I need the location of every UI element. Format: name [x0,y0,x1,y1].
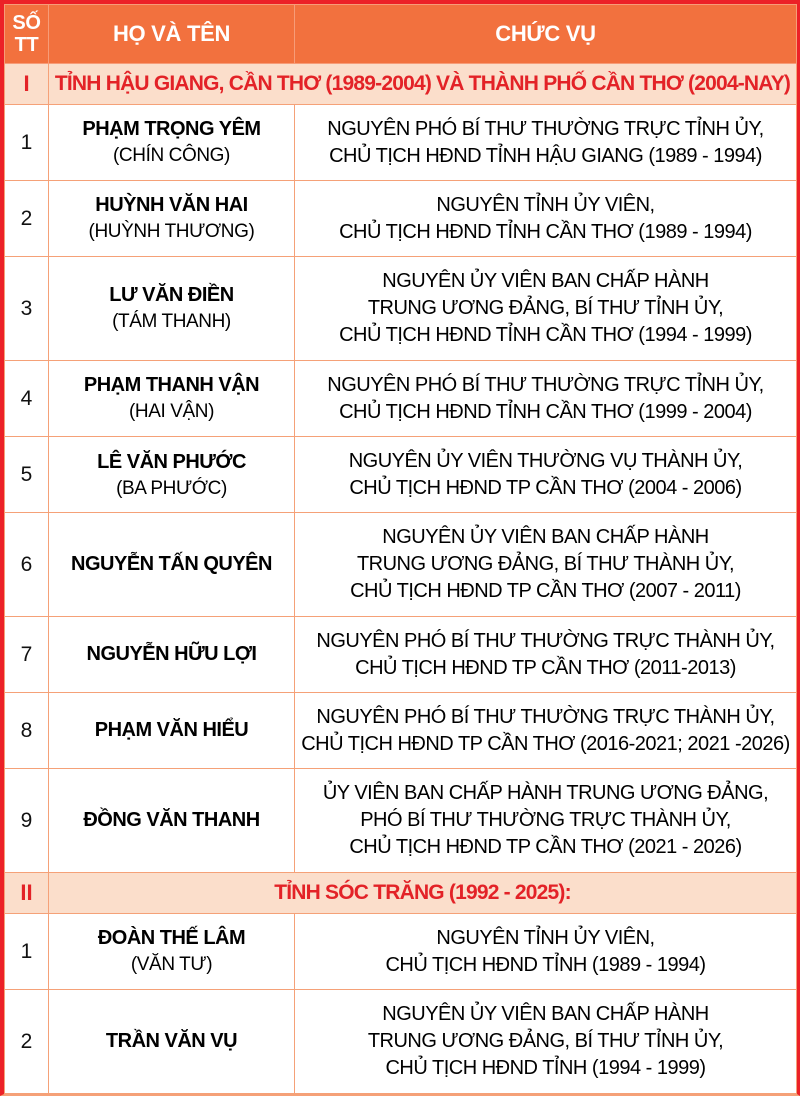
person-name-cell [49,513,295,617]
table-row [5,914,797,990]
person-name-cell [49,257,295,361]
person-name: LƯ VĂN ĐIỀN [109,284,234,307]
row-ordinal: 4 [5,361,49,437]
position-line: CHỦ TỊCH HĐND TỈNH (1994 - 1999) [385,1057,706,1080]
person-name-cell [49,990,295,1094]
position-cell [295,181,797,257]
person-name: ĐỒNG VĂN THANH [83,809,260,832]
person-name: LÊ VĂN PHƯỚC [97,450,246,473]
person-name: TRẦN VĂN VỤ [105,1030,238,1053]
position-line: NGUYÊN ỦY VIÊN BAN CHẤP HÀNH [382,270,709,293]
position-cell [295,257,797,361]
person-name-cell [49,181,295,257]
position-line: CHỦ TỊCH HĐND TP CẦN THƠ (2021 - 2026) [349,836,742,859]
table-row [5,769,797,873]
position-cell [295,769,797,873]
row-ordinal: 6 [5,513,49,617]
position-line: NGUYÊN PHÓ BÍ THƯ THƯỜNG TRỰC THÀNH ỦY, [316,705,775,728]
row-ordinal: 2 [5,181,49,257]
position-cell [295,437,797,513]
row-ordinal: 8 [5,693,49,769]
position-cell [295,105,797,181]
section-title: TỈNH SÓC TRĂNG (1992 - 2025): [49,873,797,914]
row-ordinal: 5 [5,437,49,513]
person-name-cell [49,437,295,513]
person-name-cell [49,693,295,769]
position-line: NGUYÊN ỦY VIÊN BAN CHẤP HÀNH [382,526,709,549]
chairmen-roster-table [4,4,797,1094]
position-line: CHỦ TỊCH HĐND TỈNH (1989 - 1994) [385,953,706,976]
position-line: TRUNG ƯƠNG ĐẢNG, BÍ THƯ TỈNH ỦY, [367,297,724,320]
person-name-cell [49,769,295,873]
row-ordinal: 3 [5,257,49,361]
person-name: PHẠM VĂN HIỂU [94,719,249,742]
column-header-position: CHỨC VỤ [295,5,797,64]
position-line: CHỦ TỊCH HĐND TP CẦN THƠ (2004 - 2006) [349,476,742,499]
section-row-I [5,64,797,105]
person-name: NGUYỄN TẤN QUYÊN [71,553,272,576]
row-ordinal: 2 [5,990,49,1094]
person-alias: (VĂN TƯ) [130,954,213,976]
person-name-cell [49,105,295,181]
position-line: NGUYÊN PHÓ BÍ THƯ THƯỜNG TRỰC TỈNH ỦY, [327,373,764,396]
table-row [5,361,797,437]
section-title: TỈNH HẬU GIANG, CẦN THƠ (1989-2004) VÀ THÀNH PHỐ CẦN THƠ (2004-NAY) [49,64,797,105]
header-row [5,5,797,64]
person-alias: (TÁM THANH) [112,311,231,333]
person-name: HUỲNH VĂN HAI [95,194,248,217]
position-line: CHỦ TỊCH HĐND TỈNH CẦN THƠ (1989 - 1994) [339,220,752,243]
table-row [5,990,797,1094]
position-line: CHỦ TỊCH HĐND TP CẦN THƠ (2016-2021; 2021 -2026) [301,732,790,755]
table-row [5,257,797,361]
position-cell [295,617,797,693]
column-header-full-name: HỌ VÀ TÊN [49,5,295,64]
row-ordinal: 1 [5,914,49,990]
column-header-ordinal: SỐ TT [5,5,49,64]
row-ordinal: 1 [5,105,49,181]
person-name: PHẠM TRỌNG YÊM [82,118,261,141]
position-cell [295,361,797,437]
position-line: NGUYÊN ỦY VIÊN BAN CHẤP HÀNH [382,1003,709,1026]
table-row [5,693,797,769]
position-cell [295,914,797,990]
position-line: CHỦ TỊCH HĐND TP CẦN THƠ (2007 - 2011) [350,580,741,603]
person-alias: (CHÍN CÔNG) [113,145,230,167]
position-line: NGUYÊN ỦY VIÊN THƯỜNG VỤ THÀNH ỦY, [348,449,743,472]
table-body [5,64,797,1094]
table-row [5,617,797,693]
position-line: CHỦ TỊCH HĐND TP CẦN THƠ (2011-2013) [355,656,736,679]
position-cell [295,990,797,1094]
position-line: NGUYÊN PHÓ BÍ THƯ THƯỜNG TRỰC TỈNH ỦY, [327,117,764,140]
position-line: CHỦ TỊCH HĐND TỈNH HẬU GIANG (1989 - 1994) [329,144,762,167]
person-name: NGUYỄN HỮU LỢI [86,643,257,666]
section-index: II [5,873,49,914]
position-line: NGUYÊN TỈNH ỦY VIÊN, [436,193,655,216]
person-alias: (BA PHƯỚC) [116,477,227,499]
position-line: TRUNG ƯƠNG ĐẢNG, BÍ THƯ TỈNH ỦY, [367,1030,724,1053]
table-row [5,437,797,513]
position-line: ỦY VIÊN BAN CHẤP HÀNH TRUNG ƯƠNG ĐẢNG, [322,782,769,805]
position-line: NGUYÊN TỈNH ỦY VIÊN, [436,926,655,949]
row-ordinal: 7 [5,617,49,693]
position-line: NGUYÊN PHÓ BÍ THƯ THƯỜNG TRỰC THÀNH ỦY, [316,629,775,652]
person-name-cell [49,914,295,990]
person-name: ĐOÀN THẾ LÂM [97,927,246,950]
row-ordinal: 9 [5,769,49,873]
person-alias: (HUỲNH THƯƠNG) [88,221,255,243]
person-alias: (HAI VẬN) [128,401,215,423]
position-line: TRUNG ƯƠNG ĐẢNG, BÍ THƯ THÀNH ỦY, [356,553,735,576]
section-index: I [5,64,49,105]
table-row [5,181,797,257]
person-name-cell [49,617,295,693]
position-line: CHỦ TỊCH HĐND TỈNH CẦN THƠ (1994 - 1999) [339,324,752,347]
section-row-II [5,873,797,914]
table-row [5,513,797,617]
person-name: PHẠM THANH VẬN [83,374,260,397]
position-line: CHỦ TỊCH HĐND TỈNH CẦN THƠ (1999 - 2004) [339,400,752,423]
table-row [5,105,797,181]
position-line: PHÓ BÍ THƯ THƯỜNG TRỰC THÀNH ỦY, [360,809,731,832]
position-cell [295,693,797,769]
position-cell [295,513,797,617]
person-name-cell [49,361,295,437]
